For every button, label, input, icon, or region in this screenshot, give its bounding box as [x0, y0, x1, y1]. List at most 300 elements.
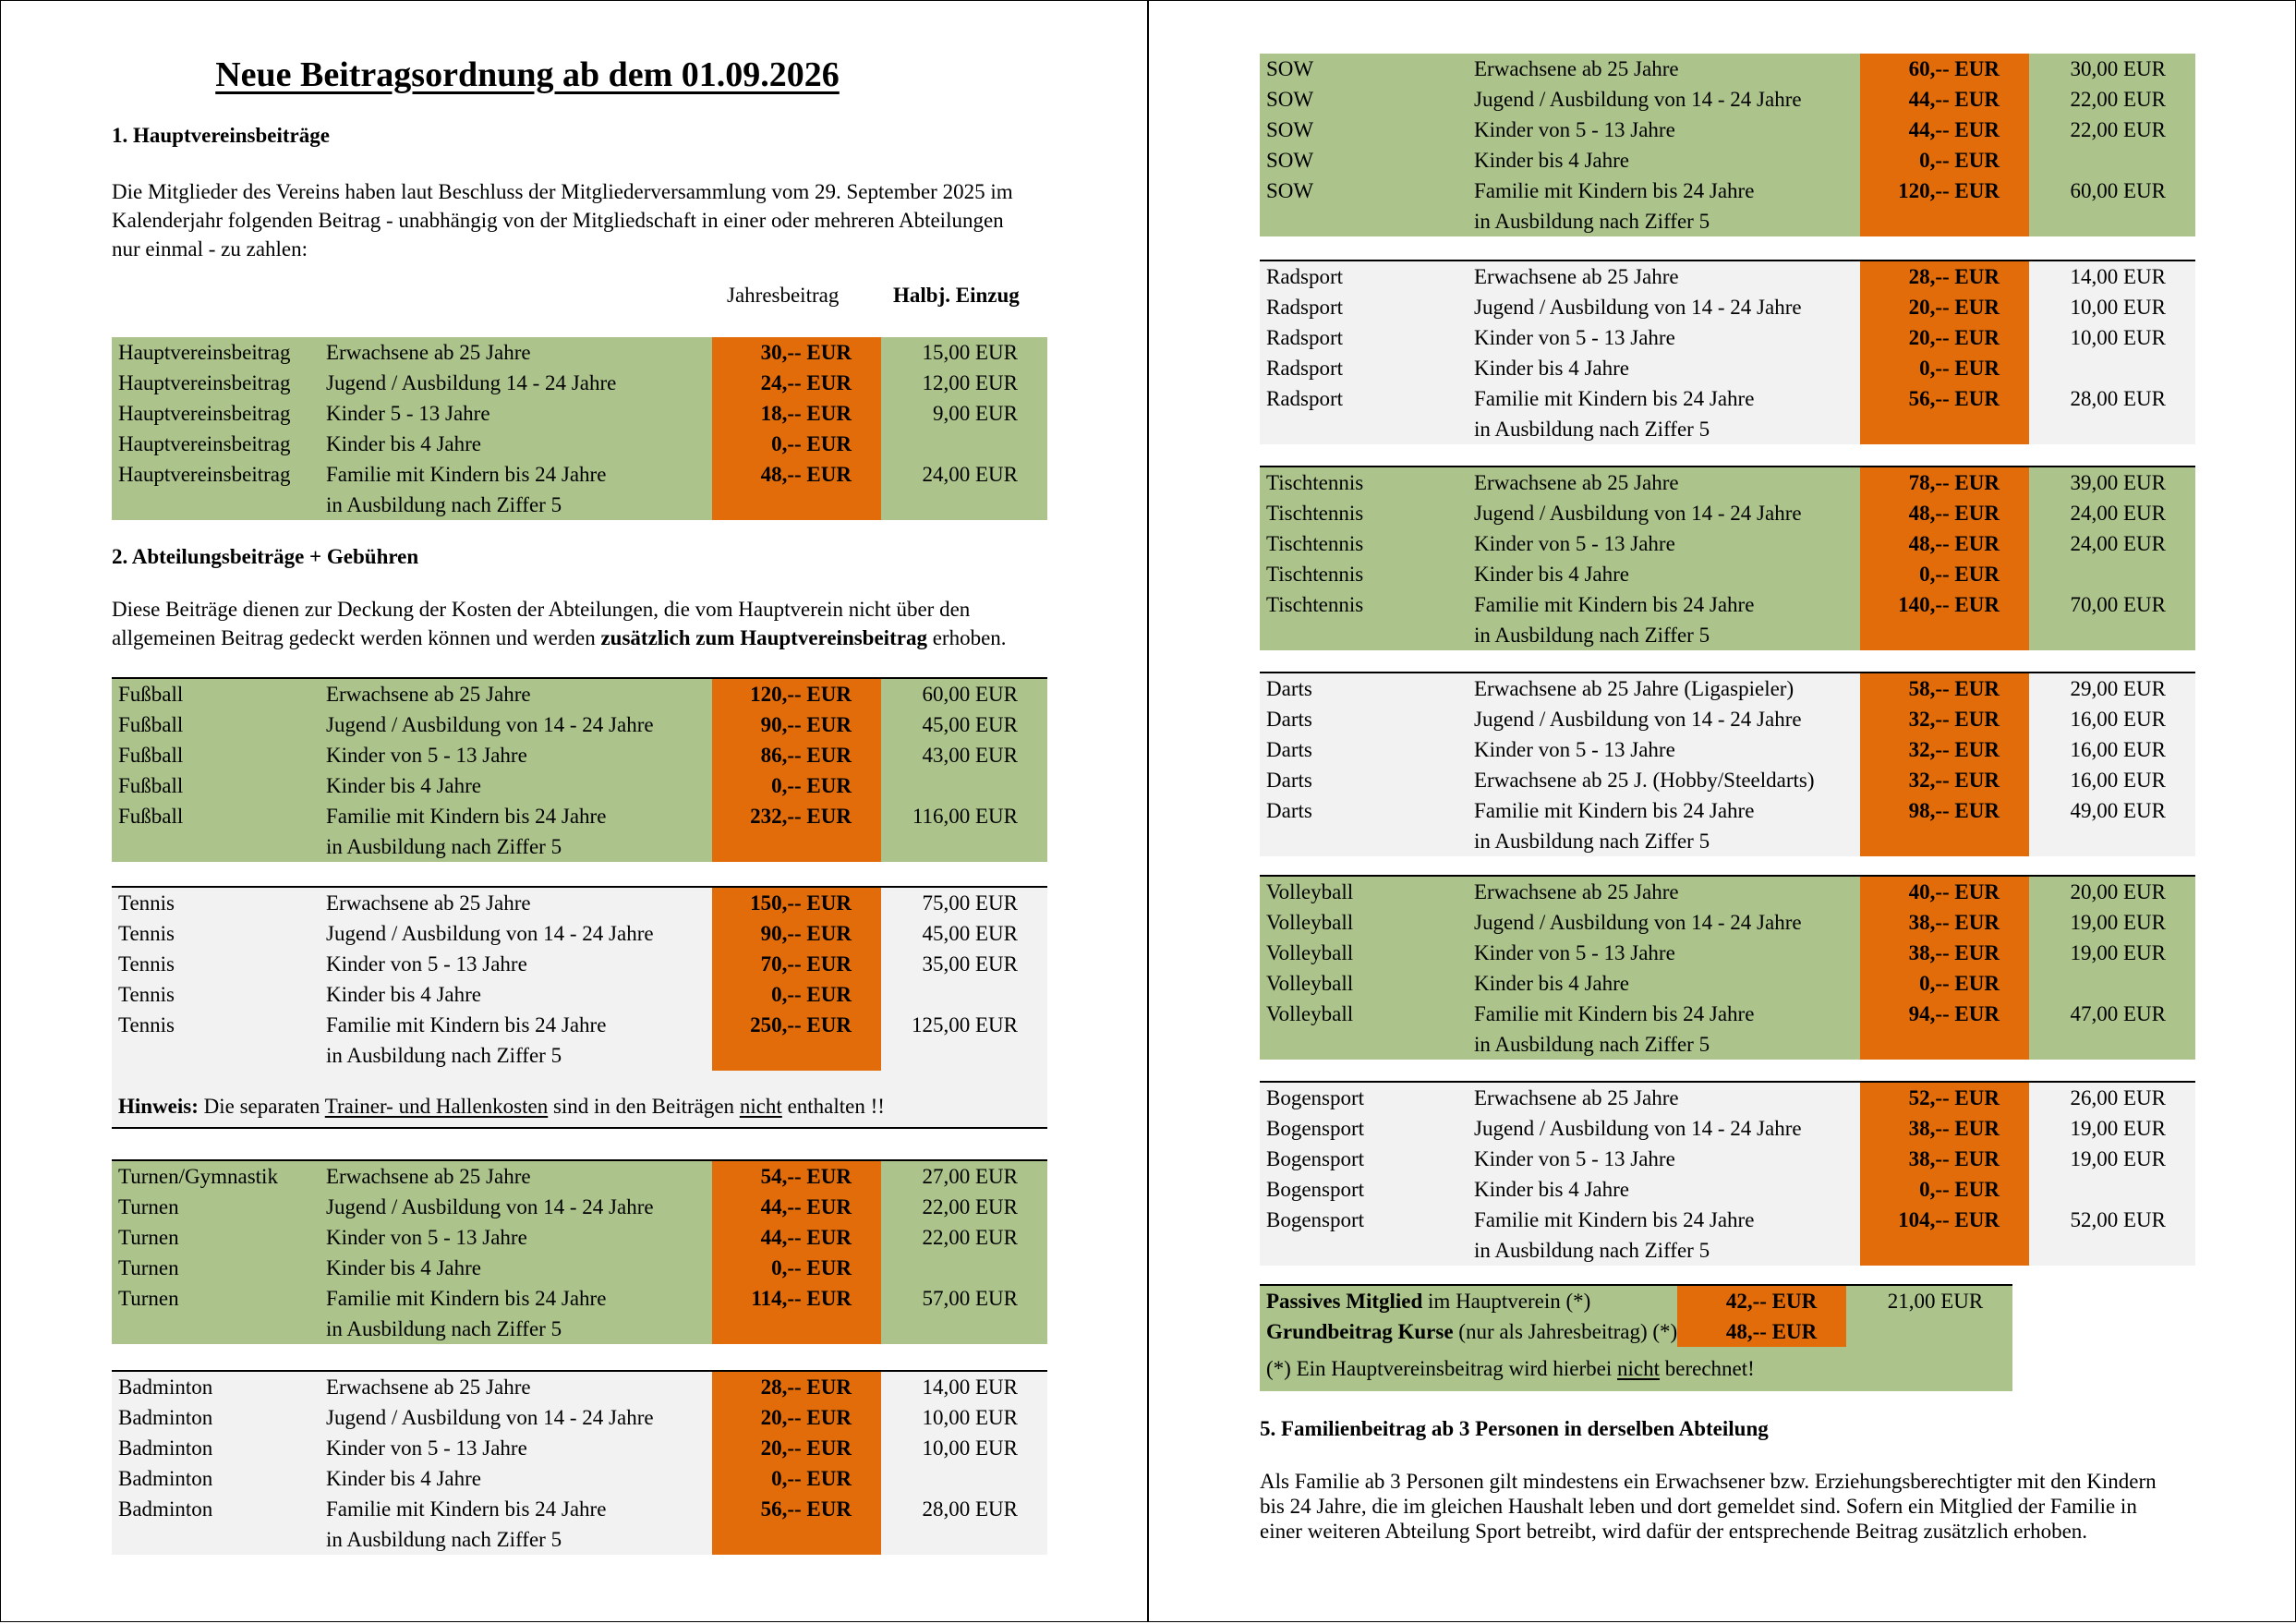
cell-amt: 104,-- EUR [1860, 1205, 2029, 1235]
cell-cat: in Ausbildung nach Ziffer 5 [320, 490, 712, 520]
cell-cat: Erwachsene ab 25 Jahre [1468, 1082, 1860, 1113]
table-row [112, 1283, 1047, 1314]
cell-cat: Jugend / Ausbildung von 14 - 24 Jahre [1468, 292, 1860, 322]
cell-amt: 44,-- EUR [1860, 115, 2029, 145]
cell-amt: 78,-- EUR [1860, 467, 2029, 498]
cell-amt: 58,-- EUR [1860, 673, 2029, 704]
cell-cat: in Ausbildung nach Ziffer 5 [1468, 826, 1860, 856]
cell-dept: Hauptvereinsbeitrag [112, 368, 320, 398]
cell-amt: 38,-- EUR [1860, 907, 2029, 938]
cell-amt: 32,-- EUR [1860, 765, 2029, 795]
cell-cat: Jugend / Ausbildung von 14 - 24 Jahre [1468, 84, 1860, 115]
table-row [112, 709, 1047, 740]
table-row [1260, 968, 2195, 999]
cell-cat: Erwachsene ab 25 J. (Hobby/Steeldarts) [1468, 765, 1860, 795]
cell-dept: Tischtennis [1260, 467, 1468, 498]
table-passive [1260, 1284, 2012, 1391]
cell-amt: 56,-- EUR [712, 1494, 881, 1524]
cell-cat: Erwachsene ab 25 Jahre [320, 1371, 712, 1402]
cell-cat: Familie mit Kindern bis 24 Jahre [320, 1283, 712, 1314]
cell-cat: Kinder von 5 - 13 Jahre [1468, 115, 1860, 145]
table-row [1260, 84, 2195, 115]
cell-amt: 0,-- EUR [1860, 1174, 2029, 1205]
cell-amt: 18,-- EUR [712, 398, 881, 429]
cell-hj: 16,00 EUR [2029, 734, 2195, 765]
cell-cat: in Ausbildung nach Ziffer 5 [1468, 206, 1860, 236]
cell-cat: Erwachsene ab 25 Jahre [320, 337, 712, 368]
cell-hj [2029, 1235, 2195, 1266]
cell-hj: 12,00 EUR [881, 368, 1047, 398]
cell-amt: 32,-- EUR [1860, 704, 2029, 734]
cell-dept: Volleyball [1260, 999, 1468, 1029]
cell-hj [2029, 559, 2195, 589]
cell-amt [712, 1524, 881, 1555]
table-row [112, 801, 1047, 831]
cell-cat: Jugend / Ausbildung 14 - 24 Jahre [320, 368, 712, 398]
cell-dept: Badminton [112, 1463, 320, 1494]
cell-dept: Darts [1260, 704, 1468, 734]
cell-cat: in Ausbildung nach Ziffer 5 [320, 1524, 712, 1555]
table-row [112, 770, 1047, 801]
table-row [1260, 467, 2195, 498]
cell-dept: Turnen [112, 1192, 320, 1222]
cell-dept: Bogensport [1260, 1144, 1468, 1174]
table-hauptverein [112, 337, 1047, 520]
cell-hj: 27,00 EUR [881, 1160, 1047, 1192]
cell-amt [712, 831, 881, 862]
table-row [112, 1494, 1047, 1524]
cell-amt: 114,-- EUR [712, 1283, 881, 1314]
cell-cat: Erwachsene ab 25 Jahre [320, 1160, 712, 1192]
cell-cat: in Ausbildung nach Ziffer 5 [320, 1314, 712, 1344]
cell-amt: 70,-- EUR [712, 949, 881, 979]
cell-cat: Erwachsene ab 25 Jahre [1468, 467, 1860, 498]
cell-dept: Turnen/Gymnastik [112, 1160, 320, 1192]
cell-dept: Tennis [112, 887, 320, 918]
cell-dept: Tischtennis [1260, 559, 1468, 589]
cell-hj [881, 1040, 1047, 1071]
cell-amt: 98,-- EUR [1860, 795, 2029, 826]
cell-dept: SOW [1260, 145, 1468, 176]
cell-cat: in Ausbildung nach Ziffer 5 [1468, 414, 1860, 444]
cell-hj [881, 429, 1047, 459]
table-row [112, 1160, 1047, 1192]
cell-dept: Bogensport [1260, 1113, 1468, 1144]
table-row [1260, 414, 2195, 444]
table-row: Grundbeitrag Kurse (nur als Jahresbeitrag) (*) 48,-- EUR [1260, 1316, 2012, 1347]
cell-hj: 22,00 EUR [2029, 115, 2195, 145]
section2-heading: 2. Abteilungsbeiträge + Gebühren [112, 545, 419, 568]
cell-amt: 40,-- EUR [1860, 876, 2029, 907]
cell-amt: 48,-- EUR [712, 459, 881, 490]
cell-hj: 116,00 EUR [881, 801, 1047, 831]
table-radsport [1260, 260, 2195, 444]
cell-amt: 38,-- EUR [1860, 1144, 2029, 1174]
table-row [1260, 559, 2195, 589]
table-row [112, 918, 1047, 949]
table-darts [1260, 672, 2195, 856]
cell-cat: Erwachsene ab 25 Jahre [1468, 54, 1860, 84]
cell-hj [2029, 145, 2195, 176]
table-row [1260, 115, 2195, 145]
table-row [112, 1402, 1047, 1433]
cell-cat: Kinder bis 4 Jahre [1468, 559, 1860, 589]
table-row [1260, 292, 2195, 322]
cell-amt: 0,-- EUR [1860, 353, 2029, 383]
cell-dept: Tischtennis [1260, 498, 1468, 528]
cell-dept: Badminton [112, 1402, 320, 1433]
cell-cat: Erwachsene ab 25 Jahre [1468, 876, 1860, 907]
cell-dept: Radsport [1260, 261, 1468, 292]
cell-dept: Bogensport [1260, 1082, 1468, 1113]
cell-hj: 14,00 EUR [2029, 261, 2195, 292]
cell-cat: Familie mit Kindern bis 24 Jahre [1468, 383, 1860, 414]
cell-dept: SOW [1260, 115, 1468, 145]
page-title: Neue Beitragsordnung ab dem 01.09.2026 [215, 55, 840, 94]
table-row [112, 678, 1047, 709]
cell-cat: Familie mit Kindern bis 24 Jahre [1468, 176, 1860, 206]
table-row [1260, 999, 2195, 1029]
table-row [112, 1314, 1047, 1344]
table-row [112, 1433, 1047, 1463]
table-row [112, 1371, 1047, 1402]
cell-cat: Jugend / Ausbildung von 14 - 24 Jahre [320, 1402, 712, 1433]
cell-hj: 19,00 EUR [2029, 1113, 2195, 1144]
cell-hj [2029, 1174, 2195, 1205]
cell-cat: Familie mit Kindern bis 24 Jahre [1468, 1205, 1860, 1235]
cell-hj: 19,00 EUR [2029, 1144, 2195, 1174]
table-row [1260, 1205, 2195, 1235]
cell-amt: 0,-- EUR [1860, 145, 2029, 176]
cell-hj [2029, 206, 2195, 236]
cell-cat: Erwachsene ab 25 Jahre [1468, 261, 1860, 292]
cell-hj: 60,00 EUR [2029, 176, 2195, 206]
cell-amt: 150,-- EUR [712, 887, 881, 918]
cell-hj: 35,00 EUR [881, 949, 1047, 979]
table-row [112, 490, 1047, 520]
cell-amt: 94,-- EUR [1860, 999, 2029, 1029]
cell-amt [1860, 1235, 2029, 1266]
cell-dept [1260, 826, 1468, 856]
table-row [1260, 176, 2195, 206]
cell-dept: Volleyball [1260, 938, 1468, 968]
cell-dept: Tischtennis [1260, 589, 1468, 620]
cell-dept [1260, 414, 1468, 444]
section2-text: Diese Beiträge dienen zur Deckung der Kosten der Abteilungen, die vom Hauptverein nicht über den allgemeinen Beitrag gedeckt werden können und werden zusätzlich zum Hauptvereinsbeitrag erhoben. [112, 598, 1007, 649]
cell-amt: 28,-- EUR [1860, 261, 2029, 292]
cell-dept: Tischtennis [1260, 528, 1468, 559]
cell-cat: Jugend / Ausbildung von 14 - 24 Jahre [1468, 1113, 1860, 1144]
table-row [1260, 54, 2195, 84]
cell-dept [1260, 1235, 1468, 1266]
table-row [112, 368, 1047, 398]
table-row [1260, 498, 2195, 528]
cell-cat: Kinder von 5 - 13 Jahre [320, 949, 712, 979]
cell-dept: SOW [1260, 84, 1468, 115]
table-bogensport [1260, 1081, 2195, 1266]
cell-dept: Badminton [112, 1433, 320, 1463]
cell-cat: Erwachsene ab 25 Jahre [320, 678, 712, 709]
cell-dept: Badminton [112, 1494, 320, 1524]
cell-cat: in Ausbildung nach Ziffer 5 [1468, 1235, 1860, 1266]
cell-amt: 90,-- EUR [712, 918, 881, 949]
cell-hj: 26,00 EUR [2029, 1082, 2195, 1113]
cell-hj [2029, 826, 2195, 856]
cell-cat: Jugend / Ausbildung von 14 - 24 Jahre [1468, 907, 1860, 938]
table-row [1260, 734, 2195, 765]
cell-hj: 30,00 EUR [2029, 54, 2195, 84]
cell-dept: Radsport [1260, 353, 1468, 383]
table-sow [1260, 54, 2195, 236]
cell-amt: 54,-- EUR [712, 1160, 881, 1192]
table-row [112, 337, 1047, 368]
cell-hj: 16,00 EUR [2029, 704, 2195, 734]
cell-hj [881, 1524, 1047, 1555]
cell-dept: Volleyball [1260, 907, 1468, 938]
cell-amt [1860, 826, 2029, 856]
cell-hj [881, 1253, 1047, 1283]
table-row [112, 1524, 1047, 1555]
cell-amt: 232,-- EUR [712, 801, 881, 831]
table-row [112, 1192, 1047, 1222]
cell-amt: 44,-- EUR [712, 1222, 881, 1253]
cell-cat: Familie mit Kindern bis 24 Jahre [1468, 999, 1860, 1029]
col-header-jahresbeitrag: Jahresbeitrag [727, 284, 840, 307]
cell-dept: Tennis [112, 1010, 320, 1040]
cell-hj: 45,00 EUR [881, 918, 1047, 949]
cell-cat: Kinder von 5 - 13 Jahre [1468, 734, 1860, 765]
table-row [112, 1040, 1047, 1071]
cell-amt: 0,-- EUR [712, 1253, 881, 1283]
cell-hj [2029, 353, 2195, 383]
cell-dept: SOW [1260, 176, 1468, 206]
cell-hj: 10,00 EUR [2029, 322, 2195, 353]
cell-dept [112, 831, 320, 862]
cell-dept [112, 1040, 320, 1071]
cell-dept [112, 1524, 320, 1555]
cell-dept: Bogensport [1260, 1205, 1468, 1235]
cell-hj: 29,00 EUR [2029, 673, 2195, 704]
cell-amt: 28,-- EUR [712, 1371, 881, 1402]
cell-hj: 52,00 EUR [2029, 1205, 2195, 1235]
section5-text: Als Familie ab 3 Personen gilt mindestens ein Erwachsener bzw. Erziehungsberechtigter mit den Kindern bis 24 Jahre, die im gleichen Haushalt leben und dort gemeldet sind. Sofern ein Mitglied der Familie in einer weiteren Abteilung Sport betreibt, wird dafür der entsprechende Beitrag zusätzlich erhoben. [1260, 1470, 2157, 1543]
cell-amt: 20,-- EUR [1860, 292, 2029, 322]
cell-dept: Fußball [112, 801, 320, 831]
table-row [1260, 1235, 2195, 1266]
cell-cat: Familie mit Kindern bis 24 Jahre [320, 459, 712, 490]
cell-hj: 75,00 EUR [881, 887, 1047, 918]
cell-amt: 250,-- EUR [712, 1010, 881, 1040]
table-row [1260, 322, 2195, 353]
table-row [1260, 261, 2195, 292]
cell-dept: Bogensport [1260, 1174, 1468, 1205]
cell-hj: 10,00 EUR [2029, 292, 2195, 322]
cell-hj: 125,00 EUR [881, 1010, 1047, 1040]
cell-cat: Kinder von 5 - 13 Jahre [1468, 1144, 1860, 1174]
cell-cat: Familie mit Kindern bis 24 Jahre [320, 1494, 712, 1524]
cell-cat: Kinder bis 4 Jahre [320, 979, 712, 1010]
cell-hj: 57,00 EUR [881, 1283, 1047, 1314]
cell-cat: Jugend / Ausbildung von 14 - 24 Jahre [320, 709, 712, 740]
cell-hj [881, 831, 1047, 862]
cell-amt: 38,-- EUR [1860, 938, 2029, 968]
cell-dept: Darts [1260, 673, 1468, 704]
cell-dept: Radsport [1260, 292, 1468, 322]
cell-cat: Kinder von 5 - 13 Jahre [320, 740, 712, 770]
cell-amt: 120,-- EUR [712, 678, 881, 709]
cell-dept: Volleyball [1260, 876, 1468, 907]
cell-amt: 56,-- EUR [1860, 383, 2029, 414]
cell-cat: Kinder bis 4 Jahre [320, 1253, 712, 1283]
table-row [1260, 620, 2195, 650]
table-row [112, 1010, 1047, 1040]
cell-hj: 9,00 EUR [881, 398, 1047, 429]
cell-dept: Fußball [112, 709, 320, 740]
cell-dept: Hauptvereinsbeitrag [112, 429, 320, 459]
cell-hj: 16,00 EUR [2029, 765, 2195, 795]
cell-hj: 28,00 EUR [881, 1494, 1047, 1524]
cell-hj [881, 770, 1047, 801]
cell-cat: Familie mit Kindern bis 24 Jahre [1468, 795, 1860, 826]
cell-dept: Tennis [112, 918, 320, 949]
passive-note: (*) Ein Hauptvereinsbeitrag wird hierbei nicht berechnet! [1260, 1347, 2012, 1391]
table-row [112, 1463, 1047, 1494]
cell-amt: 86,-- EUR [712, 740, 881, 770]
cell-cat: Kinder bis 4 Jahre [1468, 145, 1860, 176]
cell-hj: 10,00 EUR [881, 1433, 1047, 1463]
table-row [1260, 1029, 2195, 1060]
cell-cat: Jugend / Ausbildung von 14 - 24 Jahre [320, 1192, 712, 1222]
cell-amt: 20,-- EUR [712, 1402, 881, 1433]
cell-hj [2029, 414, 2195, 444]
cell-cat: in Ausbildung nach Ziffer 5 [320, 1040, 712, 1071]
cell-cat: Jugend / Ausbildung von 14 - 24 Jahre [320, 918, 712, 949]
cell-hj: 47,00 EUR [2029, 999, 2195, 1029]
cell-cat: Kinder von 5 - 13 Jahre [1468, 528, 1860, 559]
cell-amt: 0,-- EUR [1860, 968, 2029, 999]
cell-hj: 49,00 EUR [2029, 795, 2195, 826]
cell-dept [112, 1314, 320, 1344]
table-row [1260, 145, 2195, 176]
cell-dept: Tennis [112, 979, 320, 1010]
cell-amt: 20,-- EUR [1860, 322, 2029, 353]
cell-dept: Darts [1260, 734, 1468, 765]
cell-amt [1860, 1029, 2029, 1060]
cell-hj [2029, 620, 2195, 650]
cell-hj [881, 979, 1047, 1010]
cell-amt: 0,-- EUR [712, 979, 881, 1010]
table-row [112, 740, 1047, 770]
cell-cat: Jugend / Ausbildung von 14 - 24 Jahre [1468, 704, 1860, 734]
cell-cat: Kinder bis 4 Jahre [1468, 968, 1860, 999]
cell-dept: Volleyball [1260, 968, 1468, 999]
cell-amt: 44,-- EUR [712, 1192, 881, 1222]
cell-dept: Fußball [112, 740, 320, 770]
cell-amt: 0,-- EUR [712, 429, 881, 459]
cell-dept [1260, 1029, 1468, 1060]
cell-cat: Kinder von 5 - 13 Jahre [320, 1433, 712, 1463]
cell-amt: 30,-- EUR [712, 337, 881, 368]
cell-hj: 19,00 EUR [2029, 938, 2195, 968]
cell-amt: 48,-- EUR [1860, 528, 2029, 559]
cell-hj [2029, 1029, 2195, 1060]
table-row [1260, 383, 2195, 414]
cell-cat: Kinder bis 4 Jahre [1468, 353, 1860, 383]
cell-cat: Kinder bis 4 Jahre [320, 770, 712, 801]
cell-amt: 0,-- EUR [1860, 559, 2029, 589]
cell-cat: in Ausbildung nach Ziffer 5 [320, 831, 712, 862]
cell-amt: 120,-- EUR [1860, 176, 2029, 206]
cell-amt: 0,-- EUR [712, 1463, 881, 1494]
cell-dept: Turnen [112, 1253, 320, 1283]
table-badminton [112, 1370, 1047, 1555]
table-row [1260, 704, 2195, 734]
cell-hj [881, 490, 1047, 520]
cell-cat: Kinder von 5 - 13 Jahre [320, 1222, 712, 1253]
cell-cat: Erwachsene ab 25 Jahre [320, 887, 712, 918]
cell-amt: 24,-- EUR [712, 368, 881, 398]
cell-dept: Turnen [112, 1283, 320, 1314]
table-row [1260, 765, 2195, 795]
table-row [1260, 589, 2195, 620]
cell-hj: 60,00 EUR [881, 678, 1047, 709]
cell-dept: Fußball [112, 770, 320, 801]
cell-cat: in Ausbildung nach Ziffer 5 [1468, 1029, 1860, 1060]
cell-dept: Darts [1260, 765, 1468, 795]
cell-cat: Kinder bis 4 Jahre [1468, 1174, 1860, 1205]
cell-amt [712, 490, 881, 520]
table-turnen [112, 1159, 1047, 1344]
cell-hj: 24,00 EUR [2029, 498, 2195, 528]
table-volleyball [1260, 875, 2195, 1060]
table-row [1260, 876, 2195, 907]
page-left [0, 0, 1149, 1622]
cell-amt: 60,-- EUR [1860, 54, 2029, 84]
col-header-halbj: Halbj. Einzug [893, 284, 1020, 307]
cell-amt [712, 1040, 881, 1071]
cell-dept: Tennis [112, 949, 320, 979]
cell-cat: Jugend / Ausbildung von 14 - 24 Jahre [1468, 498, 1860, 528]
cell-cat: Familie mit Kindern bis 24 Jahre [320, 1010, 712, 1040]
section1-text: Die Mitglieder des Vereins haben laut Beschluss der Mitgliederversammlung vom 29. September 2025 im Kalenderjahr folgenden Beitrag - unabhängig von der Mitgliedschaft in einer oder mehreren Abteilungen nur einmal - zu zahlen: [112, 180, 1013, 261]
table-row [1260, 907, 2195, 938]
table-row [112, 398, 1047, 429]
hinweis-row [112, 1091, 1047, 1121]
cell-cat: in Ausbildung nach Ziffer 5 [1468, 620, 1860, 650]
table-row [1260, 1082, 2195, 1113]
cell-hj: 20,00 EUR [2029, 876, 2195, 907]
table-row [1260, 353, 2195, 383]
cell-hj: 70,00 EUR [2029, 589, 2195, 620]
section5-heading: 5. Familienbeitrag ab 3 Personen in derselben Abteilung [1260, 1417, 1769, 1440]
table-row [1260, 206, 2195, 236]
cell-amt [712, 1314, 881, 1344]
cell-dept: Hauptvereinsbeitrag [112, 337, 320, 368]
cell-amt: 140,-- EUR [1860, 589, 2029, 620]
cell-amt: 38,-- EUR [1860, 1113, 2029, 1144]
cell-hj: 28,00 EUR [2029, 383, 2195, 414]
cell-dept [1260, 206, 1468, 236]
cell-dept: Radsport [1260, 322, 1468, 353]
cell-cat: Erwachsene ab 25 Jahre (Ligaspieler) [1468, 673, 1860, 704]
section1-heading: 1. Hauptvereinsbeiträge [112, 124, 330, 147]
cell-dept [112, 490, 320, 520]
cell-amt [1860, 414, 2029, 444]
cell-amt: 0,-- EUR [712, 770, 881, 801]
table-row [1260, 1174, 2195, 1205]
table-row [1260, 795, 2195, 826]
table-row [1260, 1347, 2012, 1391]
